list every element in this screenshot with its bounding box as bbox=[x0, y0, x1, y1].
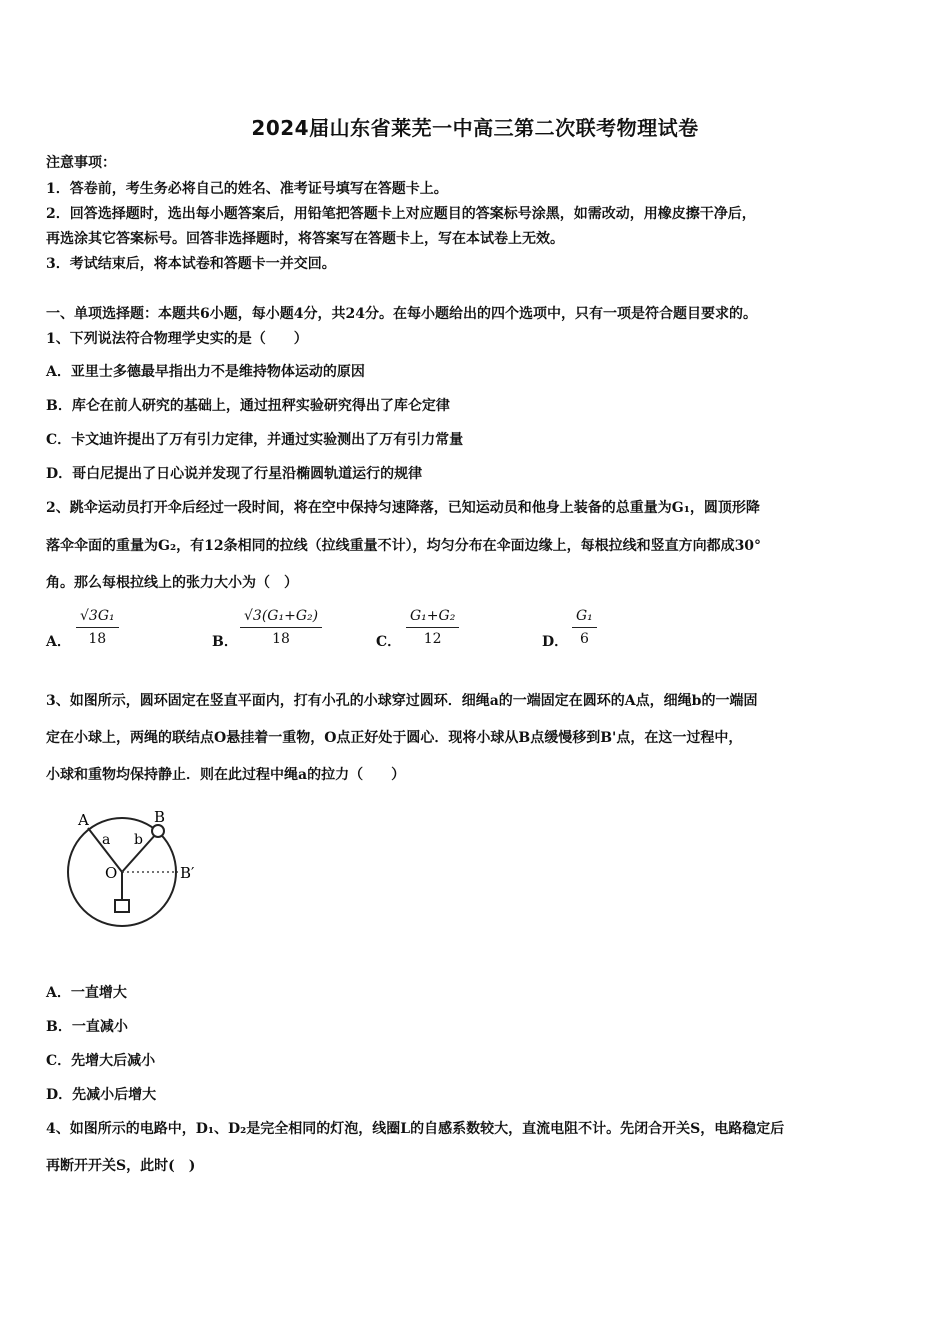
q3-option-c: C．先增大后减小 bbox=[46, 1053, 156, 1069]
q4-line-1: 4、如图所示的电路中，D₁、D₂是完全相同的灯泡，线圈L的自感系数较大，直流电阻不计。先闭合开关S，电路稳定后 bbox=[46, 1121, 785, 1137]
notes-item-1: 1．答卷前，考生务必将自己的姓名、准考证号填写在答题卡上。 bbox=[46, 181, 448, 197]
label-A: A bbox=[78, 811, 89, 829]
weight bbox=[115, 900, 129, 912]
q2-option-c-letter: C． bbox=[376, 634, 402, 650]
label-O: O bbox=[105, 864, 118, 882]
q3-line-2: 定在小球上，两绳的联结点O悬挂着一重物，O点正好处于圆心．现将小球从B点缓慢移到B'点，在这一过程中， bbox=[46, 730, 743, 746]
q3-line-3: 小球和重物均保持静止．则在此过程中绳a的拉力（ ） bbox=[46, 767, 406, 783]
q2-line-1: 2、跳伞运动员打开伞后经过一段时间，将在空中保持匀速降落，已知运动员和他身上装备的总重量为G₁，圆顶形降 bbox=[46, 500, 760, 516]
q1-stem: 1、下列说法符合物理学史实的是（ ） bbox=[46, 331, 308, 347]
notes-heading: 注意事项： bbox=[46, 155, 116, 171]
q1-option-d: D．哥白尼提出了日心说并发现了行星沿椭圆轨道运行的规律 bbox=[46, 466, 423, 482]
q3-option-d: D．先减小后增大 bbox=[46, 1087, 157, 1103]
q2-option-c-denominator: 12 bbox=[423, 631, 442, 647]
q2-option-d-letter: D． bbox=[542, 634, 569, 650]
label-B: B bbox=[154, 808, 166, 826]
q2-option-b-denominator: 18 bbox=[272, 631, 290, 647]
q2-option-b-letter: B． bbox=[212, 634, 238, 650]
q2-option-a-numerator: √3G₁ bbox=[76, 605, 119, 628]
label-a: a bbox=[102, 832, 111, 848]
q2-option-a-denominator: 18 bbox=[88, 631, 107, 647]
q2-option-d-numerator: G₁ bbox=[572, 605, 597, 628]
q2-line-3: 角。那么每根拉线上的张力大小为（ ） bbox=[46, 575, 298, 591]
q1-option-b: B．库仑在前人研究的基础上，通过扭秤实验研究得出了库仑定律 bbox=[46, 398, 450, 414]
notes-item-2a: 2．回答选择题时，选出每小题答案后，用铅笔把答题卡上对应题目的答案标号涂黑，如需改动，用橡皮擦干净后， bbox=[46, 206, 756, 222]
q2-option-a-fraction bbox=[76, 605, 119, 650]
q3-ring-diagram bbox=[60, 800, 220, 930]
q2-option-d-denominator: 6 bbox=[579, 631, 589, 647]
label-B-prime: B′ bbox=[180, 864, 195, 882]
q2-option-c-numerator: G₁+G₂ bbox=[406, 605, 459, 628]
q2-option-c bbox=[376, 605, 486, 665]
q2-option-c-fraction bbox=[406, 605, 459, 650]
ball bbox=[152, 825, 164, 837]
page-title: 2024届山东省莱芜一中高三第二次联考物理试卷 bbox=[251, 116, 699, 140]
q3-option-a: A．一直增大 bbox=[46, 985, 127, 1001]
q2-option-d-fraction bbox=[572, 605, 597, 650]
section-heading: 一、单项选择题：本题共6小题，每小题4分，共24分。在每小题给出的四个选项中，只有一项是符合题目要求的。 bbox=[46, 306, 757, 322]
q3-line-1: 3、如图所示，圆环固定在竖直平面内，打有小孔的小球穿过圆环．细绳a的一端固定在圆环的A点，细绳b的一端固 bbox=[46, 693, 758, 709]
q2-option-b-fraction bbox=[240, 605, 322, 650]
q3-option-b: B．一直减小 bbox=[46, 1019, 128, 1035]
notes-item-2b: 再选涂其它答案标号。回答非选择题时，将答案写在答题卡上，写在本试卷上无效。 bbox=[46, 231, 564, 247]
q4-line-2: 再断开开关S，此时( ) bbox=[46, 1158, 196, 1174]
notes-item-3: 3．考试结束后，将本试卷和答题卡一并交回。 bbox=[46, 256, 336, 272]
q1-option-c: C．卡文迪许提出了万有引力定律，并通过实验测出了万有引力常量 bbox=[46, 432, 464, 448]
q2-option-b-numerator: √3(G₁+G₂) bbox=[240, 605, 322, 628]
q2-line-2: 落伞伞面的重量为G₂，有12条相同的拉线（拉线重量不计），均匀分布在伞面边缘上，每根拉线和竖直方向都成30° bbox=[46, 538, 762, 554]
q2-option-a bbox=[46, 605, 156, 665]
q2-option-a-letter: A． bbox=[46, 634, 71, 650]
q2-option-d bbox=[542, 605, 622, 665]
q1-option-a: A．亚里士多德最早指出力不是维持物体运动的原因 bbox=[46, 364, 365, 380]
label-b: b bbox=[134, 832, 143, 848]
q2-option-b bbox=[212, 605, 362, 665]
